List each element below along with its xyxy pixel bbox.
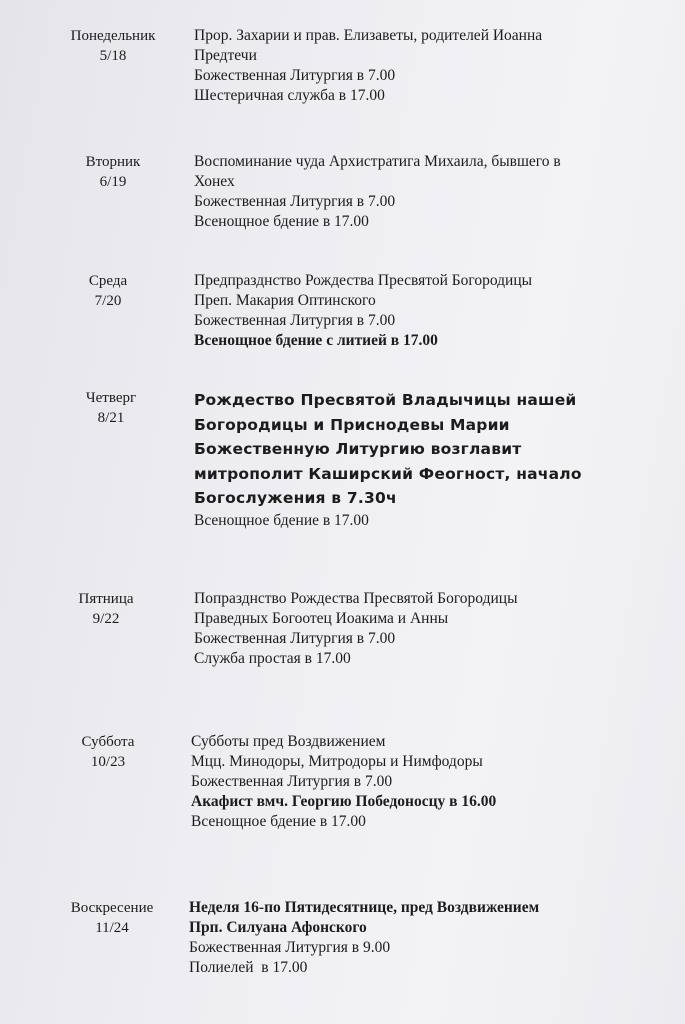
schedule-line: Всенощное бдение в 17.00	[194, 213, 369, 230]
schedule-line: Прор. Захарии и прав. Елизаветы, родителей Иоанна	[194, 27, 543, 44]
schedule-line-highlight: Прп. Силуана Афонского	[189, 919, 367, 936]
schedule-line: Божественная Литургия в 9.00	[189, 939, 391, 956]
schedule-line: Воспоминание чуда Архистратига Михаила, бывшего в	[194, 153, 561, 170]
schedule-line-highlight: Неделя 16-по Пятидесятнице, пред Воздвижением	[189, 899, 540, 916]
schedule-line: Предтечи	[194, 47, 257, 64]
schedule-line: Всенощное бдение в 17.00	[194, 511, 369, 529]
weekday-label: Среда	[88, 273, 128, 289]
day-entries	[194, 589, 664, 669]
schedule-line: Всенощное бдение в 17.00	[191, 813, 366, 830]
schedule-line: Божественная Литургия в 7.00	[191, 773, 393, 790]
date-label: 11/24	[95, 920, 129, 936]
feast-title-line: Рождество Пресвятой Владычицы нашей	[194, 391, 577, 409]
date-label: 5/18	[99, 48, 127, 64]
day-label	[31, 589, 181, 629]
weekday-label: Суббота	[81, 734, 135, 750]
day-entries	[194, 271, 664, 351]
schedule-line: Шестеричная служба в 17.00	[194, 87, 385, 104]
weekday-label: Воскресение	[70, 900, 154, 916]
date-label: 8/21	[97, 410, 125, 426]
schedule-line: Мцц. Минодоры, Митродоры и Нимфодоры	[191, 753, 483, 770]
schedule-line: Праведных Богоотец Иоакима и Анны	[194, 610, 449, 627]
date-label: 6/19	[99, 174, 127, 190]
schedule-line: Попразднство Рождества Пресвятой Богородицы	[194, 590, 518, 607]
day-entries	[194, 26, 664, 106]
schedule-line: Субботы пред Воздвижением	[191, 733, 386, 750]
day-label	[38, 152, 188, 192]
weekday-label: Вторник	[85, 154, 141, 170]
weekday-label: Понедельник	[70, 28, 156, 44]
schedule-line: Преп. Макария Оптинского	[194, 292, 376, 309]
day-entries	[194, 388, 664, 531]
date-label: 9/22	[92, 611, 120, 627]
schedule-line: Хонех	[194, 173, 235, 190]
day-entries	[191, 732, 661, 832]
schedule-line: Божественная Литургия в 7.00	[194, 312, 396, 329]
schedule-line: Божественная Литургия в 7.00	[194, 193, 396, 210]
schedule-line-highlight: Акафист вмч. Георгию Победоносцу в 16.00	[191, 793, 497, 810]
schedule-line-highlight: Всенощное бдение с литией в 17.00	[194, 332, 438, 349]
schedule-line: Предпразднство Рождества Пресвятой Богородицы	[194, 272, 533, 289]
date-label: 10/23	[90, 754, 126, 770]
schedule-line: Полиелей в 17.00	[189, 959, 308, 976]
schedule-line: Служба простая в 17.00	[194, 650, 351, 667]
feast-title-line: митрополит Каширский Феогност, начало	[194, 464, 582, 483]
day-entries	[189, 898, 659, 978]
feast-title-line: Богородицы и Приснодевы Марии	[194, 415, 510, 434]
day-label	[36, 388, 186, 428]
schedule-line: Божественная Литургия в 7.00	[194, 630, 396, 647]
day-label	[33, 732, 183, 772]
day-entries	[194, 152, 664, 232]
weekday-label: Пятница	[78, 591, 134, 607]
date-label: 7/20	[94, 293, 122, 309]
day-label	[38, 26, 188, 66]
weekday-label: Четверг	[85, 390, 137, 406]
schedule-line: Божественная Литургия в 7.00	[194, 67, 396, 84]
feast-title-line: Божественную Литургию возглавит	[194, 440, 522, 458]
feast-title-line: Богослужения в 7.30ч	[194, 489, 397, 507]
day-label	[37, 898, 187, 938]
day-label	[33, 271, 183, 311]
